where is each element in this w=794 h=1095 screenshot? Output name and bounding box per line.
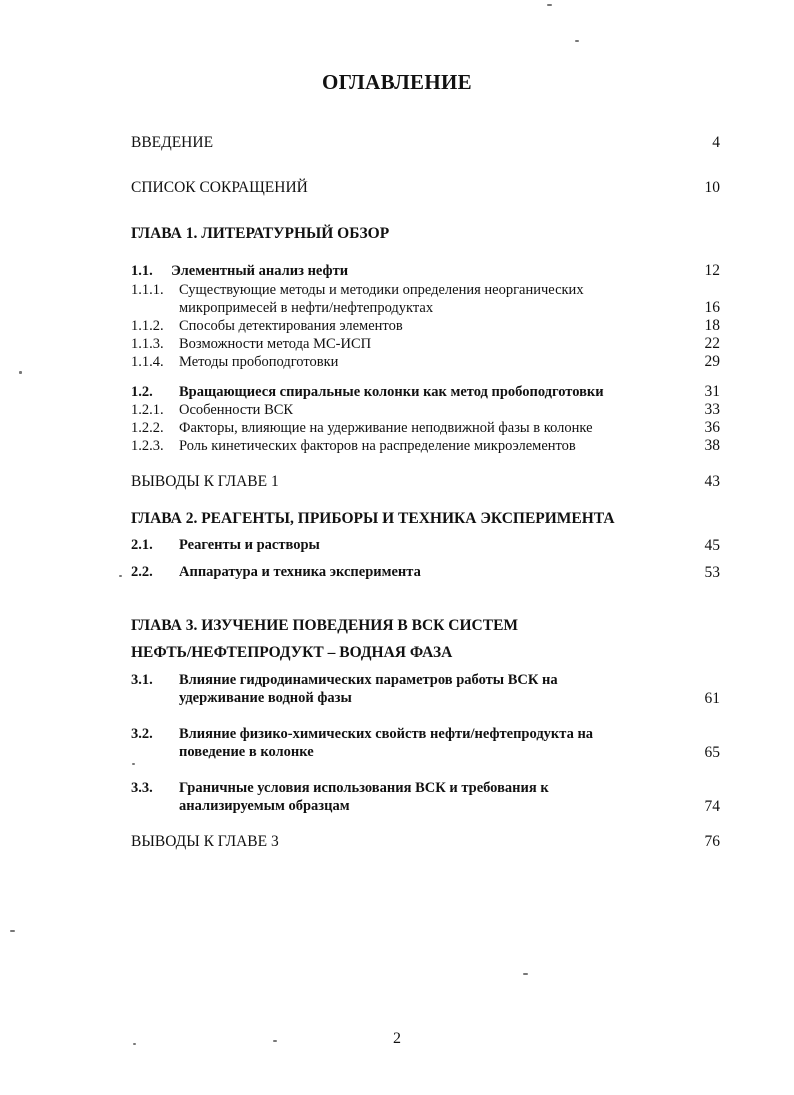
toc-entry-3-3-cont[interactable]: анализируемым образцам [179, 798, 350, 814]
toc-page-1-2: 31 [704, 383, 720, 400]
toc-page-1-2-1: 33 [704, 401, 720, 418]
toc-page-intro: 4 [712, 134, 720, 151]
toc-entry-3-2[interactable]: Влияние физико-химических свойств нефти/нефтепродукта на [179, 726, 594, 742]
toc-num-1-2-3: 1.2.3. [131, 438, 164, 454]
toc-entry-1-1[interactable]: Элементный анализ нефти [171, 263, 349, 279]
toc-entry-1-1-2[interactable]: Способы детектирования элементов [179, 318, 403, 334]
toc-page-1-1-3: 22 [704, 335, 720, 352]
toc-num-2-2: 2.2. [131, 564, 153, 580]
toc-entry-1-1-4[interactable]: Методы пробоподготовки [179, 354, 339, 370]
toc-entry-1-1-1[interactable]: Существующие методы и методики определения неорганических [179, 282, 584, 298]
toc-num-1-1-4: 1.1.4. [131, 354, 164, 370]
toc-num-2-1: 2.1. [131, 537, 153, 553]
scan-speck [575, 40, 579, 42]
toc-entry-2-2[interactable]: Аппаратура и техника эксперимента [179, 564, 421, 580]
toc-page-1-2-3: 38 [704, 437, 720, 454]
page-title: ОГЛАВЛЕНИЕ [322, 70, 472, 94]
toc-num-3-1: 3.1. [131, 672, 153, 688]
toc-num-1-2: 1.2. [131, 384, 153, 400]
toc-entry-conclusions-3[interactable]: ВЫВОДЫ К ГЛАВЕ 3 [131, 833, 279, 850]
scan-speck [273, 1040, 277, 1042]
toc-num-1-2-2: 1.2.2. [131, 420, 164, 436]
page-number: 2 [393, 1030, 401, 1047]
toc-page-2-1: 45 [704, 537, 720, 554]
toc-chapter-1[interactable]: ГЛАВА 1. ЛИТЕРАТУРНЫЙ ОБЗОР [131, 225, 390, 242]
toc-chapter-3[interactable]: ГЛАВА 3. ИЗУЧЕНИЕ ПОВЕДЕНИЯ В ВСК СИСТЕМ [131, 617, 519, 634]
toc-page-3-3: 74 [704, 798, 720, 815]
toc-entry-abbreviations[interactable]: СПИСОК СОКРАЩЕНИЙ [131, 179, 308, 196]
toc-entry-1-1-3[interactable]: Возможности метода МС-ИСП [179, 336, 372, 352]
scan-speck [523, 973, 528, 975]
toc-page-3-2: 65 [704, 744, 720, 761]
toc-page-1-1-2: 18 [704, 317, 720, 334]
scan-speck [547, 4, 552, 6]
toc-entry-1-2-1[interactable]: Особенности ВСК [179, 402, 294, 418]
toc-page-conclusions-1: 43 [704, 473, 720, 490]
toc-num-1-1-1: 1.1.1. [131, 282, 164, 298]
toc-entry-1-2[interactable]: Вращающиеся спиральные колонки как метод пробоподготовки [179, 384, 604, 400]
toc-page-1-1: 12 [704, 262, 720, 279]
toc-entry-1-1-1-cont[interactable]: микропримесей в нефти/нефтепродуктах [179, 300, 434, 316]
scan-speck [132, 763, 135, 765]
toc-page-1-1-1: 16 [704, 299, 720, 316]
toc-page-1-1-4: 29 [704, 353, 720, 370]
toc-entry-2-1[interactable]: Реагенты и растворы [179, 537, 320, 553]
toc-entry-3-3[interactable]: Граничные условия использования ВСК и требования к [179, 780, 549, 796]
toc-page-conclusions-3: 76 [704, 833, 720, 850]
toc-num-1-1: 1.1. [131, 263, 153, 279]
toc-page-abbreviations: 10 [704, 179, 720, 196]
toc-entry-3-1-cont[interactable]: удерживание водной фазы [179, 690, 352, 706]
toc-entry-intro[interactable]: ВВЕДЕНИЕ [131, 134, 214, 151]
toc-chapter-3-cont[interactable]: НЕФТЬ/НЕФТЕПРОДУКТ – ВОДНАЯ ФАЗА [131, 644, 453, 661]
toc-chapter-2[interactable]: ГЛАВА 2. РЕАГЕНТЫ, ПРИБОРЫ И ТЕХНИКА ЭКСПЕРИМЕНТА [131, 510, 615, 527]
toc-page-3-1: 61 [704, 690, 720, 707]
toc-entry-3-2-cont[interactable]: поведение в колонке [179, 744, 314, 760]
scan-speck [119, 575, 122, 577]
toc-entry-3-1[interactable]: Влияние гидродинамических параметров работы ВСК на [179, 672, 558, 688]
scan-speck [19, 371, 22, 374]
scan-speck [10, 930, 15, 932]
toc-num-1-1-3: 1.1.3. [131, 336, 164, 352]
toc-num-1-1-2: 1.1.2. [131, 318, 164, 334]
toc-page-1-2-2: 36 [704, 419, 720, 436]
toc-num-1-2-1: 1.2.1. [131, 402, 164, 418]
toc-num-3-2: 3.2. [131, 726, 153, 742]
toc-entry-conclusions-1[interactable]: ВЫВОДЫ К ГЛАВЕ 1 [131, 473, 279, 490]
scan-speck [133, 1043, 136, 1045]
toc-entry-1-2-3[interactable]: Роль кинетических факторов на распределение микроэлементов [179, 438, 576, 454]
toc-entry-1-2-2[interactable]: Факторы, влияющие на удерживание неподвижной фазы в колонке [179, 420, 593, 436]
toc-page-2-2: 53 [704, 564, 720, 581]
toc-num-3-3: 3.3. [131, 780, 153, 796]
